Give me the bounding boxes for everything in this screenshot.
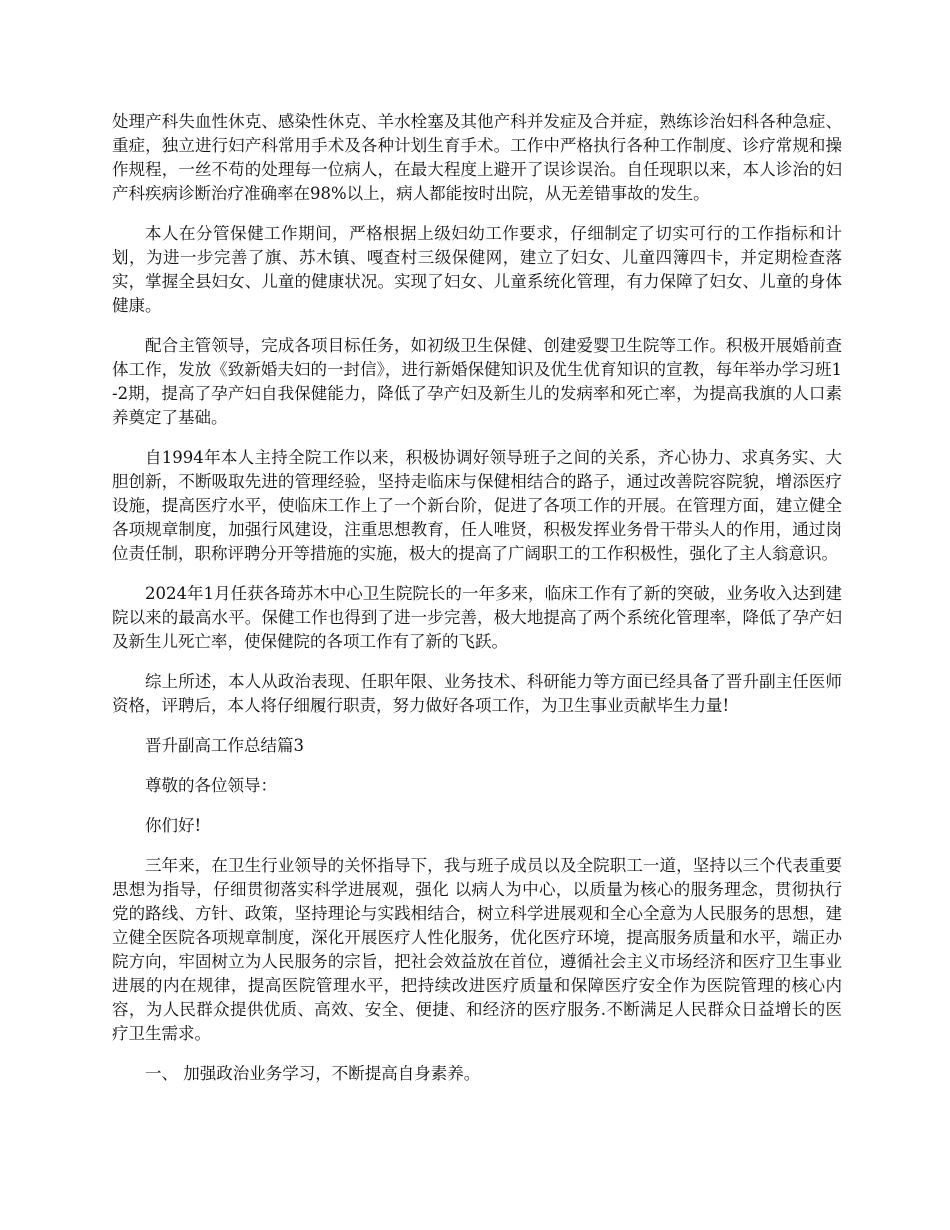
paragraph-premarital-exam: 配合主管领导，完成各项目标任务，如初级卫生保健、创建爱婴卫生院等工作。积极开展婚前查体工作，发放《致新婚夫妇的一封信》，进行新婚保健知识及优生优育知识的宣教，每年举办学习班1-2期，提高了孕产妇自我保健能力，降低了孕产妇及新生儿的发病率和死亡率，为提高我旗的人口素养奠定了基础。 <box>112 336 842 427</box>
numbered-heading-1: 一、 加强政治业务学习，不断提高自身素养。 <box>145 1064 481 1083</box>
paragraph-continuation: 处理产科失血性休克、感染性休克、羊水栓塞及其他产科并发症及合并症，熟练诊治妇科各种急症、重症，独立进行妇产科常用手术及各种计划生育手术。工作中严格执行各种工作制度、诊疗常规和操作规程，一丝不苟的处理每一位病人，在最大程度上避开了误诊误治。自任现职以来，本人诊治的妇产科疾病诊断治疗准确率在98%以上，病人都能按时出院，从无差错事故的发生。 <box>112 112 842 203</box>
greeting: 你们好! <box>145 816 202 835</box>
paragraph-director-2024: 2024年1月任获各琦苏木中心卫生院院长的一年多来，临床工作有了新的突破，业务收入达到建院以来的最高水平。保健工作也得到了进一步完善，极大地提高了两个系统化管理率，降低了孕产妇及新生儿死亡率，使保健院的各项工作有了新的飞跃。 <box>112 584 842 651</box>
paragraph-maternal-health: 本人在分管保健工作期间，严格根据上级妇幼工作要求，仔细制定了切实可行的工作指标和计划，为进一步完善了旗、苏木镇、嘎查村三级保健网，建立了妇女、儿童四簿四卡，并定期检查落实，掌握全县妇女、儿童的健康状况。实现了妇女、儿童系统化管理，有力保障了妇女、儿童的身体健康。 <box>112 224 842 315</box>
section-heading: 晋升副高工作总结篇3 <box>145 736 304 755</box>
paragraph-hospital-management: 自1994年本人主持全院工作以来，积极协调好领导班子之间的关系，齐心协力、求真务实、大胆创新，不断吸取先进的管理经验，坚持走临床与保健相结合的路子，通过改善院容院貌，增添医疗设施，提高医疗水平，使临床工作上了一个新台阶，促进了各项工作的开展。在管理方面，建立健全各项规章制度，加强行风建设，注重思想教育，任人唯贤，积极发挥业务骨干带头人的作用，通过岗位责任制，职称评聘分开等措施的实施，极大的提高了广阔职工的工作积极性，强化了主人翁意识。 <box>112 448 842 563</box>
document-body <box>112 110 842 1102</box>
salutation: 尊敬的各位领导： <box>145 776 277 795</box>
paragraph-three-years: 三年来，在卫生行业领导的关怀指导下，我与班子成员以及全院职工一道，坚持以三个代表重要思想为指导，仔细贯彻落实科学进展观，强化 以病人为中心，以质量为核心的服务理念，贯彻执行党的路线、方针、政策，坚持理论与实践相结合，树立科学进展观和全心全意为人民服务的思想，建立健全医院各项规章制度，深化开展医疗人性化服务，优化医疗环境，提高服务质量和水平，端正办院方向，牢固树立为人民服务的宗旨，把社会效益放在首位，遵循社会主义市场经济和医疗卫生事业进展的内在规律，提高医院管理水平，把持续改进医疗质量和保障医疗安全作为医院管理的核心内容，为人民群众提供优质、高效、安全、便捷、和经济的医疗服务.不断满足人民群众日益增长的医疗卫生需求。 <box>112 856 842 1043</box>
paragraph-conclusion: 综上所述，本人从政治表现、任职年限、业务技术、科研能力等方面已经具备了晋升副主任医师资格，评聘后，本人将仔细履行职责，努力做好各项工作，为卫生事业贡献毕生力量! <box>112 672 842 715</box>
